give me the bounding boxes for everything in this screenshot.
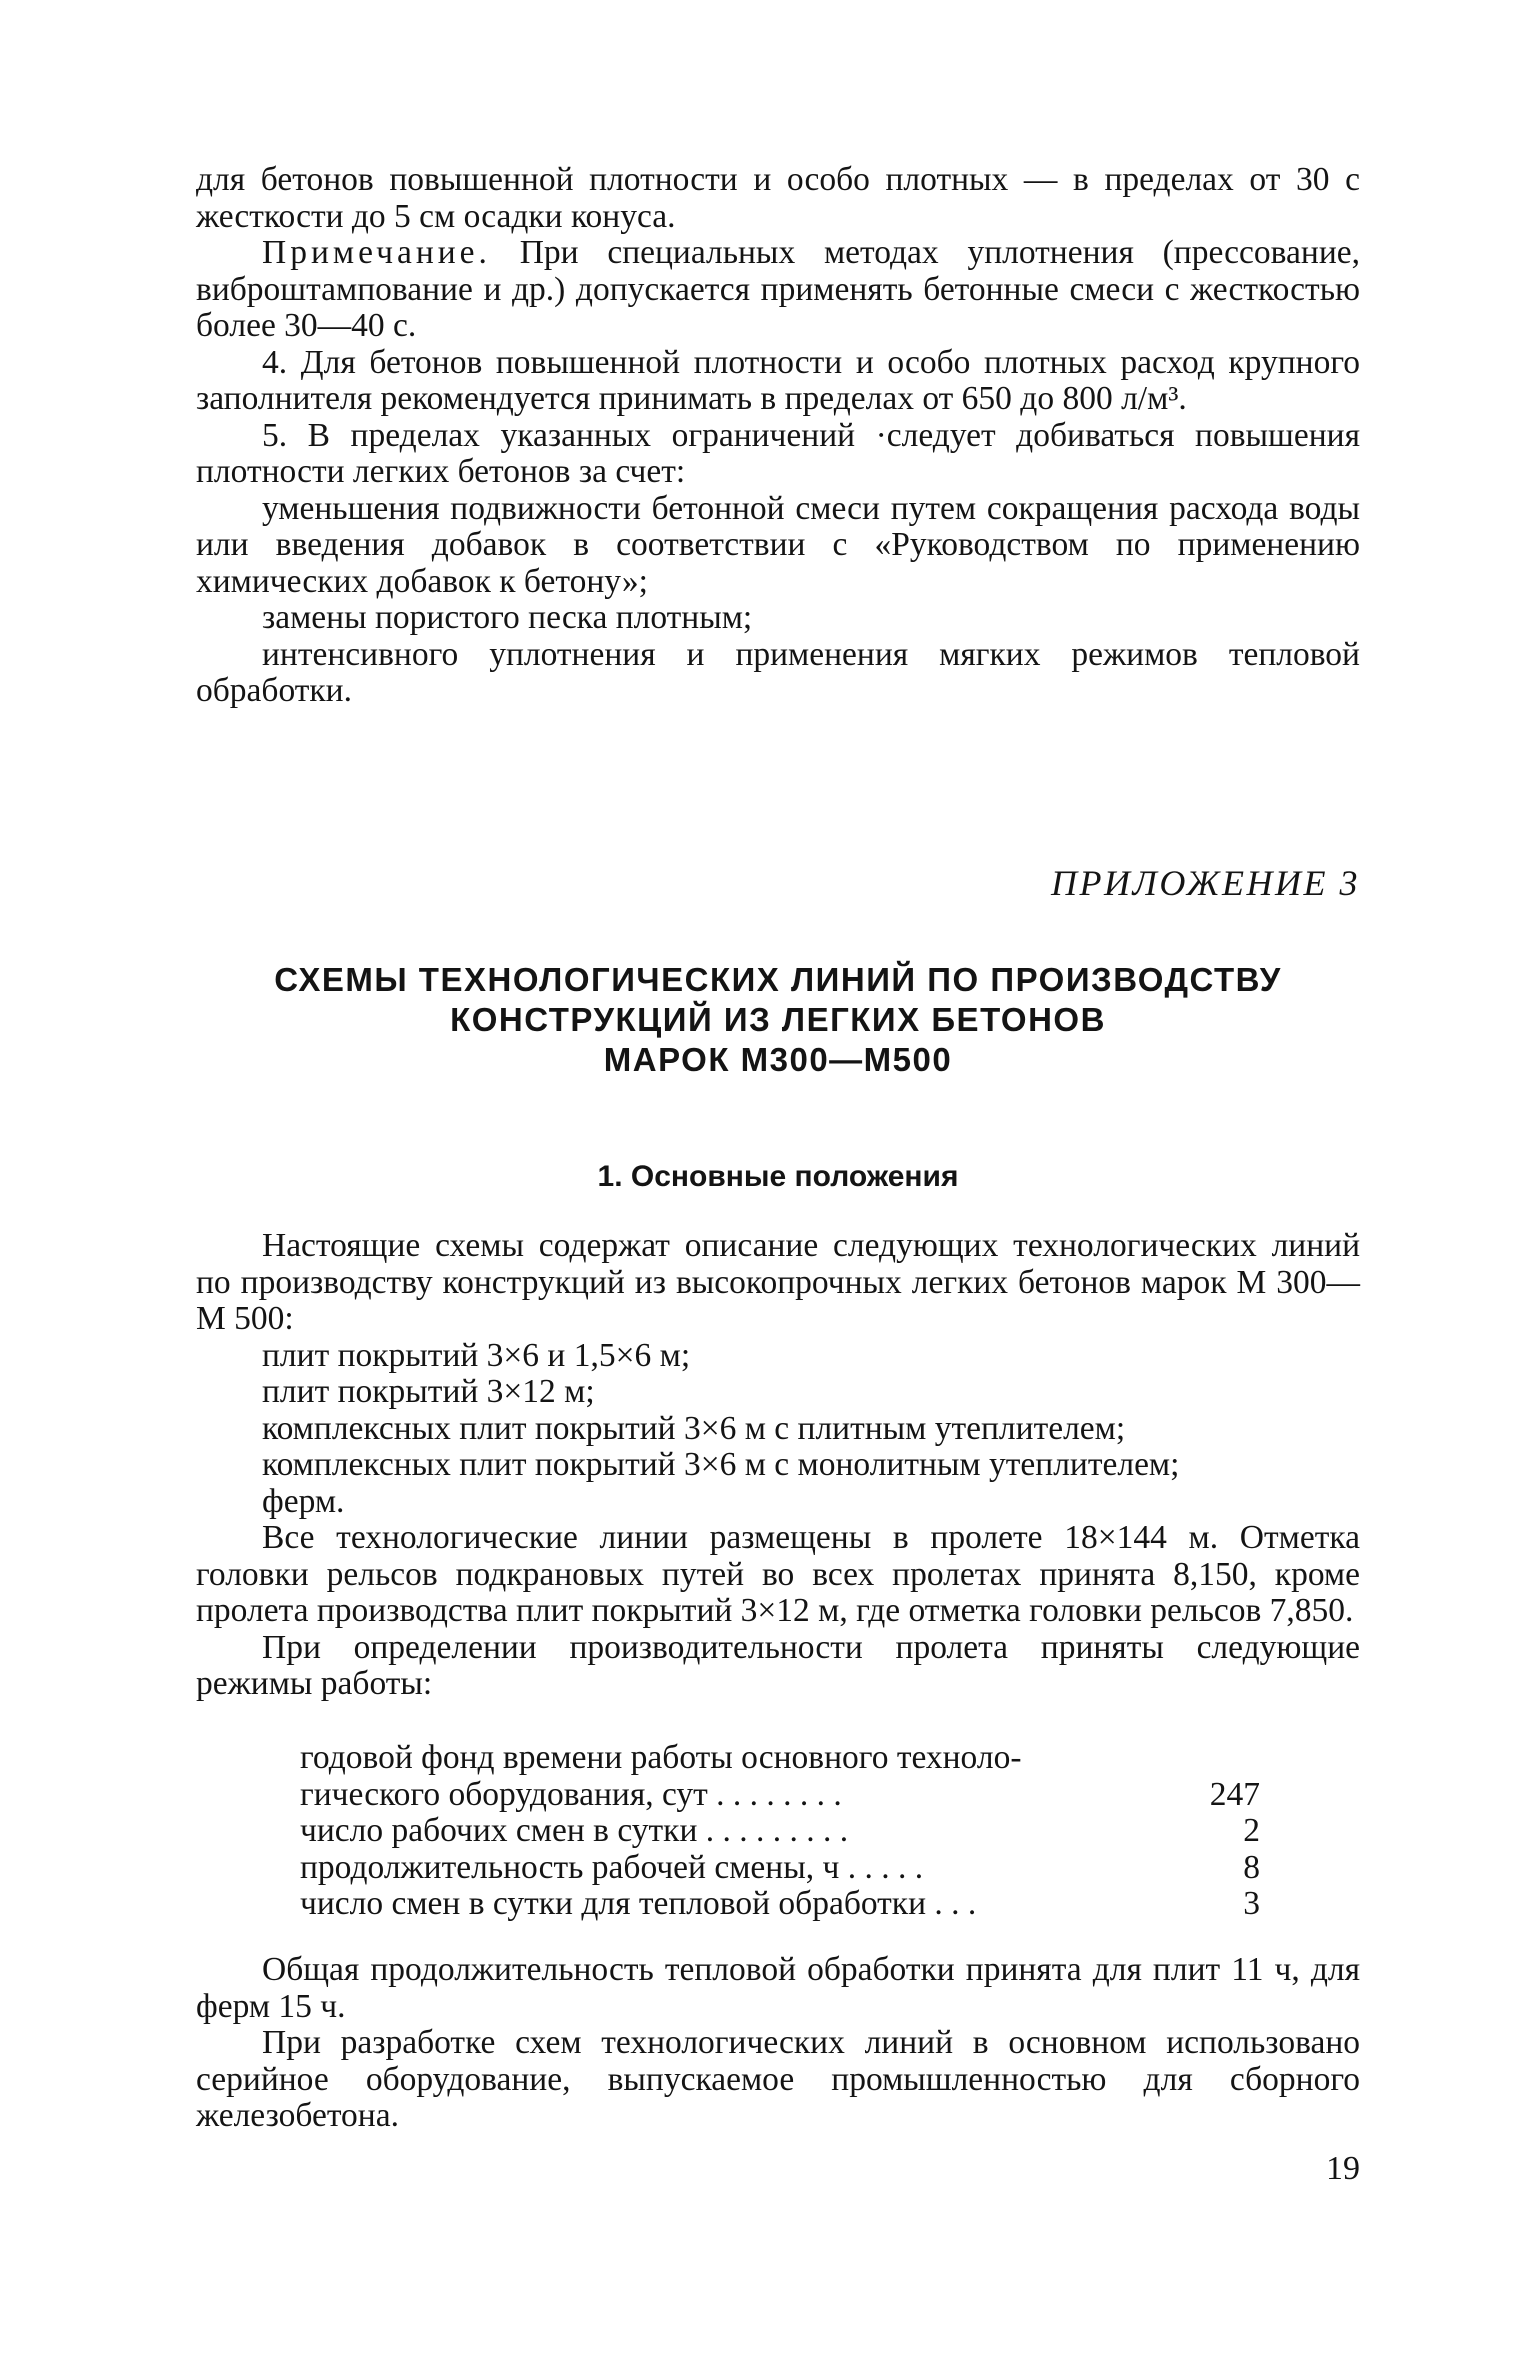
paragraph-5a: уменьшения подвижности бетонной смеси путем сокращения расхода воды или введения добавок в соответствии с «Руководством по применению химических добавок к бетону»;: [196, 489, 1360, 600]
section-title: 1. Основные положения: [597, 1160, 959, 1193]
title-line-3: МАРОК М300—М500: [603, 1041, 953, 1078]
regime-row: [300, 1777, 1260, 1814]
regime-value: 247: [1209, 1775, 1260, 1813]
regimes-table: [300, 1740, 1260, 1923]
heat-treatment-paragraph: Общая продолжительность тепловой обработки принята для плит 11 ч, для ферм 15 ч.: [196, 1951, 1360, 2025]
main-title: [196, 960, 1360, 1080]
page-number: 19: [1326, 2150, 1360, 2187]
paragraph-4: 4. Для бетонов повышенной плотности и особо плотных расход крупного заполнителя рекомендуется принимать в пределах от 650 до 800 л/м³.: [196, 343, 1360, 417]
appendix-label: ПРИЛОЖЕНИЕ 3: [1051, 863, 1360, 903]
regime-row-1-line-1: годовой фонд времени работы основного техноло-: [300, 1739, 1022, 1776]
list-item: плит покрытий 3×6 и 1,5×6 м;: [262, 1336, 691, 1374]
regime-row: [300, 1813, 1260, 1850]
list-item: ферм.: [262, 1482, 345, 1520]
title-line-1: СХЕМЫ ТЕХНОЛОГИЧЕСКИХ ЛИНИЙ ПО ПРОИЗВОДСТВУ: [274, 961, 1282, 998]
lines-paragraph: Все технологические линии размещены в пролете 18×144 м. Отметка головки рельсов подкрановых путей во всех пролетах принята 8,150, кроме пролета производства плит покрытий 3×12 м, где отметка головки рельсов 7,850.: [196, 1519, 1360, 1629]
paragraph-density-limits: для бетонов повышенной плотности и особо плотных — в пределах от 30 с жесткости до 5 см осадки конуса.: [196, 161, 1360, 235]
regime-row: [300, 1886, 1260, 1923]
regime-row: [300, 1850, 1260, 1887]
regime-label: продолжительность рабочей смены, ч . . . . .: [300, 1848, 924, 1886]
regime-value: 3: [1243, 1885, 1260, 1922]
equipment-paragraph: При разработке схем технологических линий в основном использовано серийное оборудование, выпускаемое промышленностью для сборного железобетона.: [196, 2024, 1360, 2134]
paragraph-5b: замены пористого песка плотным;: [262, 599, 753, 636]
regime-label: число смен в сутки для тепловой обработки . . .: [300, 1885, 977, 1922]
closing-text-block: [196, 1952, 1360, 2135]
intro-paragraph: Настоящие схемы содержат описание следующих технологических линий по производству конструкций из высокопрочных легких бетонов марок М 300—М 500:: [196, 1227, 1360, 1337]
regime-value: 2: [1243, 1812, 1260, 1849]
paragraph-5c: интенсивного уплотнения и применения мягких режимов тепловой обработки.: [196, 635, 1360, 709]
regimes-intro: При определении производительности пролета приняты следующие режимы работы:: [196, 1628, 1360, 1702]
regime-label: число рабочих смен в сутки . . . . . . . . .: [300, 1812, 849, 1849]
note-paragraph: [196, 235, 1360, 345]
regime-label: гического оборудования, сут . . . . . . . .: [300, 1775, 842, 1813]
top-text-block: [196, 162, 1360, 710]
note-label: Примечание.: [262, 234, 491, 271]
list-item: комплексных плит покрытий 3×6 м с монолитным утеплителем;: [262, 1446, 1180, 1483]
paragraph-5: 5. В пределах указанных ограничений ·следует добиваться повышения плотности легких бетонов за счет:: [196, 416, 1360, 490]
regime-value: 8: [1243, 1848, 1260, 1886]
list-item: комплексных плит покрытий 3×6 м с плитным утеплителем;: [262, 1409, 1126, 1447]
title-line-2: КОНСТРУКЦИЙ ИЗ ЛЕГКИХ БЕТОНОВ: [450, 1001, 1106, 1038]
note-text: При специальных методах уплотнения (прессование, виброштампование и др.) допускается применять бетонные смеси с жесткостью более 30—40 с.: [196, 234, 1360, 344]
body-text-block: [196, 1228, 1360, 1703]
list-item: плит покрытий 3×12 м;: [262, 1373, 595, 1410]
